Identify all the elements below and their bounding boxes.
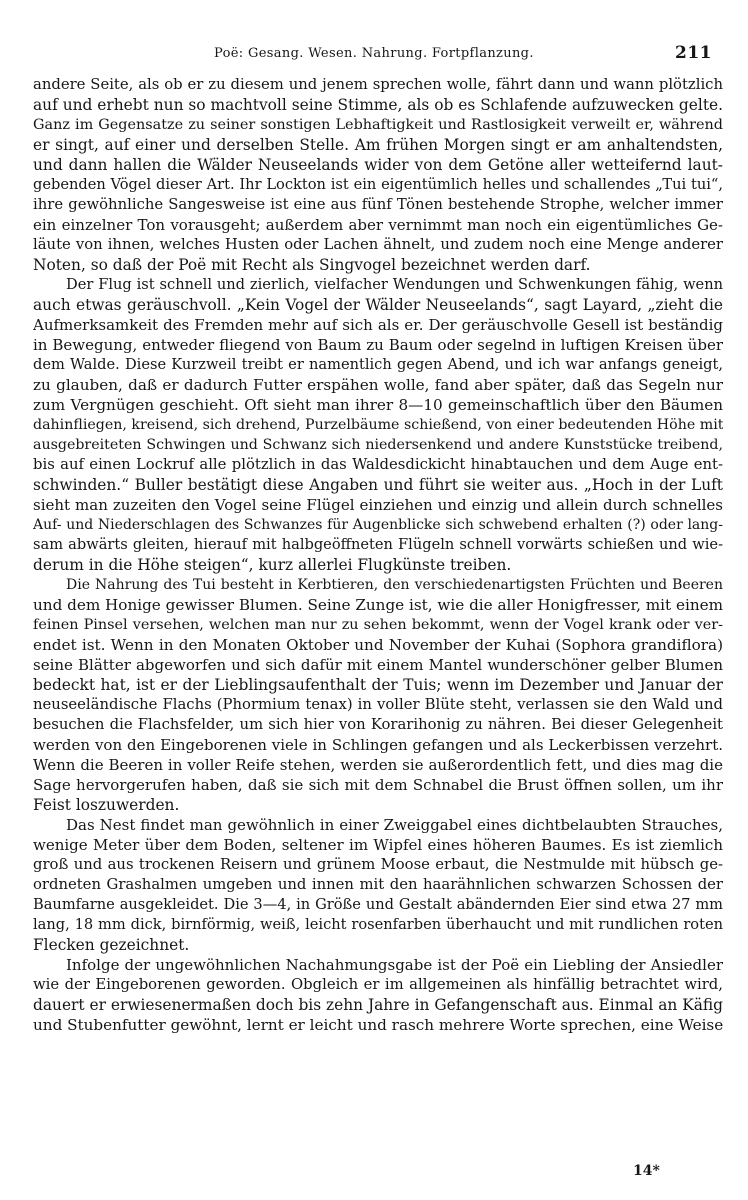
- text-line: Aufmerksamkeit des Fremden mehr auf sich als er. Der geräuschvolle Gesell ist beständig: [33, 316, 723, 334]
- text-line: dahinfliegen, kreisend, sich drehend, Purzelbäume schießend, von einer bedeutenden Höhe mit: [33, 417, 723, 433]
- text-line: wie der Eingeborenen geworden. Obgleich er im allgemeinen als hinfällig betrachtet wird,: [33, 976, 723, 993]
- text-line: zum Vergnügen geschieht. Oft sieht man ihrer 8—10 gemeinschaftlich über den Bäumen: [33, 396, 723, 414]
- text-line: wenige Meter über dem Boden, seltener im Wipfel eines höheren Baumes. Es ist ziemlich: [33, 836, 723, 854]
- text-line: ordneten Grashalmen umgeben und innen mit den haarähnlichen schwarzen Schossen der: [33, 876, 723, 893]
- text-line: werden von den Eingeborenen viele in Schlingen gefangen und als Leckerbissen verzehrt.: [33, 736, 723, 754]
- text-line: endet ist. Wenn in den Monaten Oktober und November der Kuhai (Sophora grandiflora): [33, 636, 723, 654]
- page-number: 211: [675, 43, 712, 63]
- text-line: in Bewegung, entweder fliegend von Baum zu Baum oder segelnd in luftigen Kreisen über: [33, 336, 723, 354]
- body-text: [33, 75, 723, 1035]
- text-line: besuchen die Flachsfelder, um sich hier von Korarihonig zu nähren. Bei dieser Gelegenheit: [33, 716, 723, 733]
- text-line: Auf- und Niederschlagen des Schwanzes für Augenblicke sich schwebend erhalten (?) oder lang-: [33, 517, 723, 533]
- text-line: Ganz im Gegensatze zu seiner sonstigen Lebhaftigkeit und Rastlosigkeit verweilt er, während: [33, 117, 723, 133]
- paragraph-start-line: Die Nahrung des Tui besteht in Kerbtieren, den verschiedenartigsten Früchten und Beeren: [66, 577, 723, 593]
- text-line: Sage hervorgerufen haben, daß sie sich mit dem Schnabel die Brust öffnen sollen, um ihr: [33, 776, 723, 794]
- text-line: gebenden Vögel dieser Art. Ihr Lockton ist ein eigentümlich helles und schallendes „Tui tui“,: [33, 176, 723, 193]
- text-line: lang, 18 mm dick, birnförmig, weiß, leicht rosenfarben überhaucht und mit rundlichen roten: [33, 916, 723, 933]
- text-line: ein einzelner Ton vorausgeht; außerdem aber vernimmt man noch ein eigentümliches Ge-: [33, 216, 723, 234]
- text-line: auch etwas geräuschvoll. „Kein Vogel der Wälder Neuseelands“, sagt Layard, „zieht die: [33, 296, 723, 314]
- text-line: und dann hallen die Wälder Neuseelands wider von dem Getöne aller wetteifernd laut-: [33, 156, 723, 174]
- text-line: Noten, so daß der Poë mit Recht als Singvogel bezeichnet werden darf.: [33, 256, 591, 274]
- paragraph-start-line: Der Flug ist schnell und zierlich, vielfacher Wendungen und Schwenkungen fähig, wenn: [66, 276, 723, 293]
- text-line: groß und aus trockenen Reisern und grünem Moose erbaut, die Nestmulde mit hübsch ge-: [33, 856, 723, 873]
- running-head: Poë: Gesang. Wesen. Nahrung. Fortpflanzung.: [214, 46, 534, 61]
- text-line: dauert er erwiesenermaßen doch bis zehn Jahre in Gefangenschaft aus. Einmal an Käfig: [33, 996, 723, 1014]
- text-line: Feist loszuwerden.: [33, 796, 180, 814]
- signature-mark: 14*: [633, 1163, 660, 1179]
- text-line: sam abwärts gleiten, hierauf mit halbgeöffneten Flügeln schnell vorwärts schießen und wie-: [33, 536, 723, 553]
- text-line: sieht man zuzeiten den Vogel seine Flügel einziehen und einzig und allein durch schnelles: [33, 496, 723, 514]
- text-line: bedeckt hat, ist er der Lieblingsaufenthalt der Tuis; wenn im Dezember und Januar der: [33, 676, 723, 694]
- text-line: ausgebreiteten Schwingen und Schwanz sich niedersenkend und andere Kunststücke treibend,: [33, 437, 723, 453]
- text-line: bis auf einen Lockruf alle plötzlich in das Waldesdickicht hinabtauchen und dem Auge ent-: [33, 456, 723, 473]
- paragraph-start-line: Das Nest findet man gewöhnlich in einer Zweiggabel eines dichtbelaubten Strauches,: [66, 816, 723, 834]
- text-line: er singt, auf einer und derselben Stelle. Am frühen Morgen singt er am anhaltendsten,: [33, 136, 723, 154]
- text-line: Wenn die Beeren in voller Reife stehen, werden sie außerordentlich fett, und dies mag die: [33, 756, 723, 774]
- text-line: und dem Honige gewisser Blumen. Seine Zunge ist, wie die aller Honigfresser, mit einem: [33, 596, 723, 614]
- text-line: seine Blätter abgeworfen und sich dafür mit einem Mantel wunderschöner gelber Blumen: [33, 656, 723, 674]
- text-line: ihre gewöhnliche Sangesweise ist eine aus fünf Tönen bestehende Strophe, welcher immer: [33, 196, 723, 213]
- text-line: feinen Pinsel versehen, welchen man nur zu sehen bekommt, wenn der Vogel krank oder ver-: [33, 617, 723, 633]
- text-line: Flecken gezeichnet.: [33, 936, 190, 954]
- text-line: dem Walde. Diese Kurzweil treibt er namentlich gegen Abend, und ich war anfangs geneigt,: [33, 356, 723, 373]
- text-line: andere Seite, als ob er zu diesem und jenem sprechen wolle, fährt dann und wann plötzlich: [33, 76, 723, 93]
- text-line: Baumfarne ausgekleidet. Die 3—4, in Größe und Gestalt abändernden Eier sind etwa 27 mm: [33, 896, 723, 913]
- text-line: und Stubenfutter gewöhnt, lernt er leicht und rasch mehrere Worte sprechen, eine Weise: [33, 1016, 723, 1034]
- text-line: läute von ihnen, welches Husten oder Lachen ähnelt, und zudem noch eine Menge anderer: [33, 236, 723, 253]
- text-line: neuseeländische Flachs (Phormium tenax) in voller Blüte steht, verlassen sie den Wald und: [33, 696, 723, 713]
- text-line: derum in die Höhe steigen“, kurz allerlei Flugkünste treiben.: [33, 556, 512, 574]
- paragraph-start-line: Infolge der ungewöhnlichen Nachahmungsgabe ist der Poë ein Liebling der Ansiedler: [66, 956, 723, 974]
- text-line: auf und erhebt nun so machtvoll seine Stimme, als ob es Schlafende aufzuwecken gelte.: [33, 96, 723, 114]
- text-line: schwinden.“ Buller bestätigt diese Angaben und führt sie weiter aus. „Hoch in der Luft: [33, 476, 723, 494]
- text-line: zu glauben, daß er dadurch Futter erspähen wolle, fand aber später, daß das Segeln nur: [33, 376, 723, 394]
